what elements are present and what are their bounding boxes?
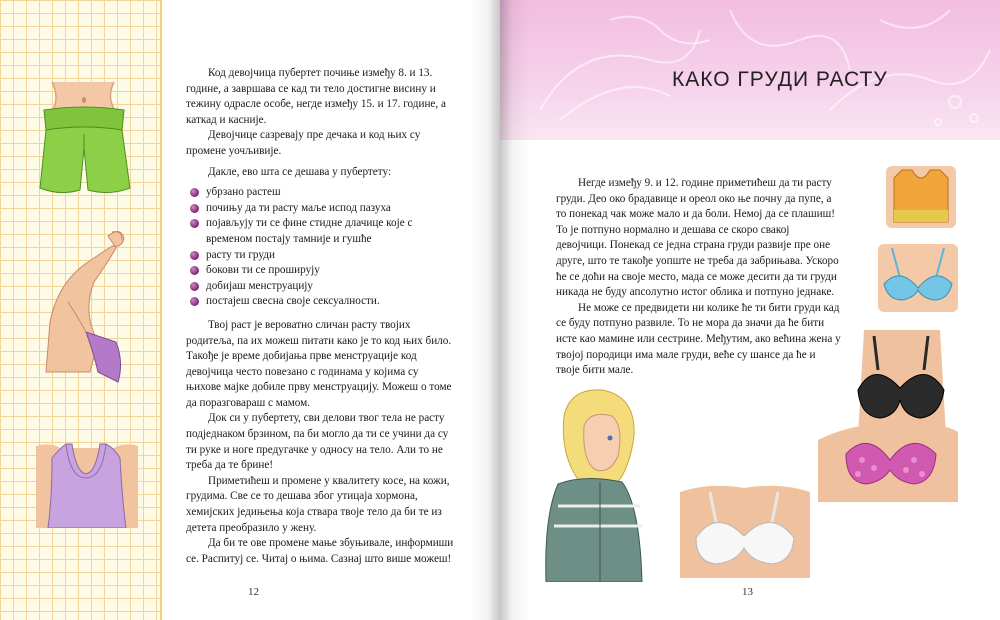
waist-shorts-illustration	[30, 78, 142, 200]
paragraph: Приметићеш и промене у квалитету косе, на кожи, грудима. Све се то дешава због утицаја хормона, хемијских једињења која стварa твоје тело да би те из детета преобразило у жену.	[186, 474, 450, 534]
left-page-body	[186, 66, 456, 567]
white-bra-illustration	[680, 478, 810, 578]
list-item	[186, 185, 456, 201]
graph-paper-edge	[160, 0, 162, 620]
light-blue-bra-illustration	[878, 244, 958, 312]
bullet-icon	[190, 251, 199, 260]
list-item	[186, 248, 456, 264]
list-item-text: бокови ти се проширују	[206, 264, 320, 277]
bullet-icon	[190, 204, 199, 213]
paragraph: Док си у пубертету, сви делови твог тела не расту подједнаком брзином, па би могло да ти се учини да су ти руке и ноге предугачке у односу на тело. Али то не треба да те брине!	[186, 412, 449, 472]
tank-top-illustration	[30, 438, 142, 528]
arm-armpit-illustration	[28, 222, 146, 392]
right-page-body	[556, 176, 841, 379]
bullet-icon	[190, 297, 199, 306]
list-item-text: постајеш свесна своје сексуалности.	[206, 295, 380, 308]
bullet-icon	[190, 188, 199, 197]
paragraph: Код девојчица пубертет почиње између 8. и 13. године, а завршава се кад ти тело достигне висину и тежину одрасле особе, негде између 15. и 17. године, а каткад и касније.	[186, 67, 446, 126]
gutter-shadow-right	[500, 0, 530, 620]
paragraph: Твој раст је вероватно сличан расту твојих родитеља, па их можеш питати како је то код њих било. Такође је време добијања прве менструације код девојчица често повезано с годинама у којима су њихове мајке добиле прву менструацију. Можеш о томе да поразговараш с мамом.	[186, 318, 452, 409]
page-title: КАКО ГРУДИ РАСТУ	[672, 68, 888, 91]
list-item-text: почињу да ти расту маље испод пазуха	[206, 201, 391, 214]
paragraph: Негде између 9. и 12. године приметићеш да ти расту груди. Део око брадавице и ореол око ње почну да пупе, а то понекад чак може мало и да боли. Немој да се плашиш! То је потпуно нормално и дешава се скоро свакој девојчици. Понекад се једна страна груди развије пре оне друге, што те такође уопште не треба да забрињава. Ускоро ће се доћи на своје место, мада се може десити да ти груди никада не буду апсолутно истог облика и потпуно једнаке.	[556, 177, 839, 299]
list-item	[186, 279, 456, 295]
page-number-right: 13	[742, 586, 753, 598]
gutter-shadow-left	[470, 0, 500, 620]
bullet-icon	[190, 219, 199, 228]
list-item	[186, 201, 456, 217]
bullet-icon	[190, 282, 199, 291]
list-item	[186, 294, 456, 310]
page-number-left: 12	[248, 586, 259, 598]
paragraph: Дакле, ево шта се дешава у пубертету:	[208, 165, 392, 178]
list-item-text: појављују ти се фине стидне длачице које с временом постају тамније и гушће	[206, 217, 413, 245]
list-item-text: убрзано растеш	[206, 186, 281, 199]
list-item-text: расту ти груди	[206, 248, 275, 261]
paragraph: Да би те ове промене мање збуњивале, информиши се. Распитуј се. Читај о њима. Сазнај што више можеш!	[186, 537, 454, 565]
sport-bra-illustration	[886, 166, 956, 228]
paragraph: Не може се предвидети ни колике ће ти бити груди кад се буду потпуно развиле. То не мора да значи да ће бити исте као мамине или сестрине. Међутим, ако већина жена у твојој породици има мале груди, веће су шансе да ће и твоје бити мале.	[556, 301, 841, 377]
puberty-changes-list	[186, 185, 456, 310]
paragraph: Девојчице сазревају пре дечака и код њих су промене уочљивије.	[186, 129, 421, 157]
pink-lace-bra-illustration	[818, 420, 958, 502]
list-item	[186, 263, 456, 279]
list-item	[186, 216, 456, 247]
title-header-band	[500, 0, 1000, 140]
bullet-icon	[190, 266, 199, 275]
girl-illustration	[544, 386, 654, 582]
list-item-text: добијаш менструацију	[206, 279, 314, 292]
